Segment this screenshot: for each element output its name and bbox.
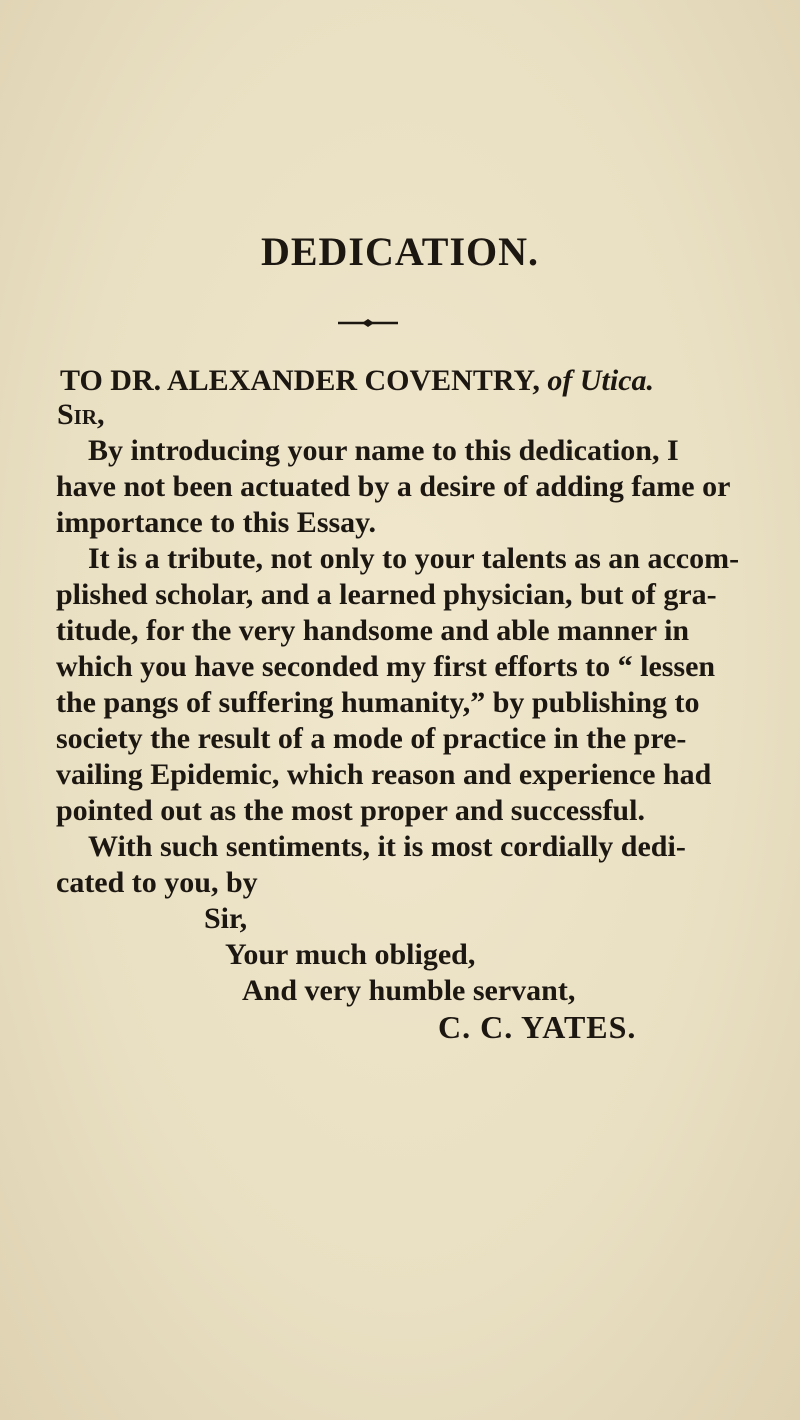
heading-main: TO DR. ALEXANDER COVENTRY,: [60, 364, 548, 397]
page-title: DEDICATION.: [260, 229, 540, 274]
body-line: By introducing your name to this dedication, I: [88, 434, 679, 467]
body-line: which you have seconded my first efforts to “ lessen: [56, 650, 716, 683]
signature: C. C. YATES.: [438, 1009, 637, 1045]
body-line: cated to you, by: [56, 866, 258, 899]
closing-line: Your much obliged,: [225, 938, 476, 971]
dedication-heading: [60, 363, 654, 399]
body-line: importance to this Essay.: [56, 506, 377, 539]
ornament-divider: [338, 318, 398, 328]
body-line: plished scholar, and a learned physician, but of gra-: [56, 578, 717, 611]
body-line: society the result of a mode of practice in the pre-: [56, 722, 687, 755]
body-line: With such sentiments, it is most cordially dedi-: [88, 830, 686, 863]
salutation: Sir,: [57, 398, 105, 431]
body-line: titude, for the very handsome and able manner in: [56, 614, 690, 647]
body-line: It is a tribute, not only to your talents as an accom-: [88, 542, 740, 575]
closing-line: And very humble servant,: [242, 974, 576, 1007]
body-line: pointed out as the most proper and successful.: [56, 794, 645, 827]
body-line: the pangs of suffering humanity,” by publishing to: [56, 686, 700, 719]
heading-place: of Utica.: [547, 364, 655, 397]
body-line: have not been actuated by a desire of adding fame or: [56, 470, 731, 503]
closing-sir: Sir,: [204, 902, 248, 935]
body-line: vailing Epidemic, which reason and experience had: [56, 758, 712, 791]
